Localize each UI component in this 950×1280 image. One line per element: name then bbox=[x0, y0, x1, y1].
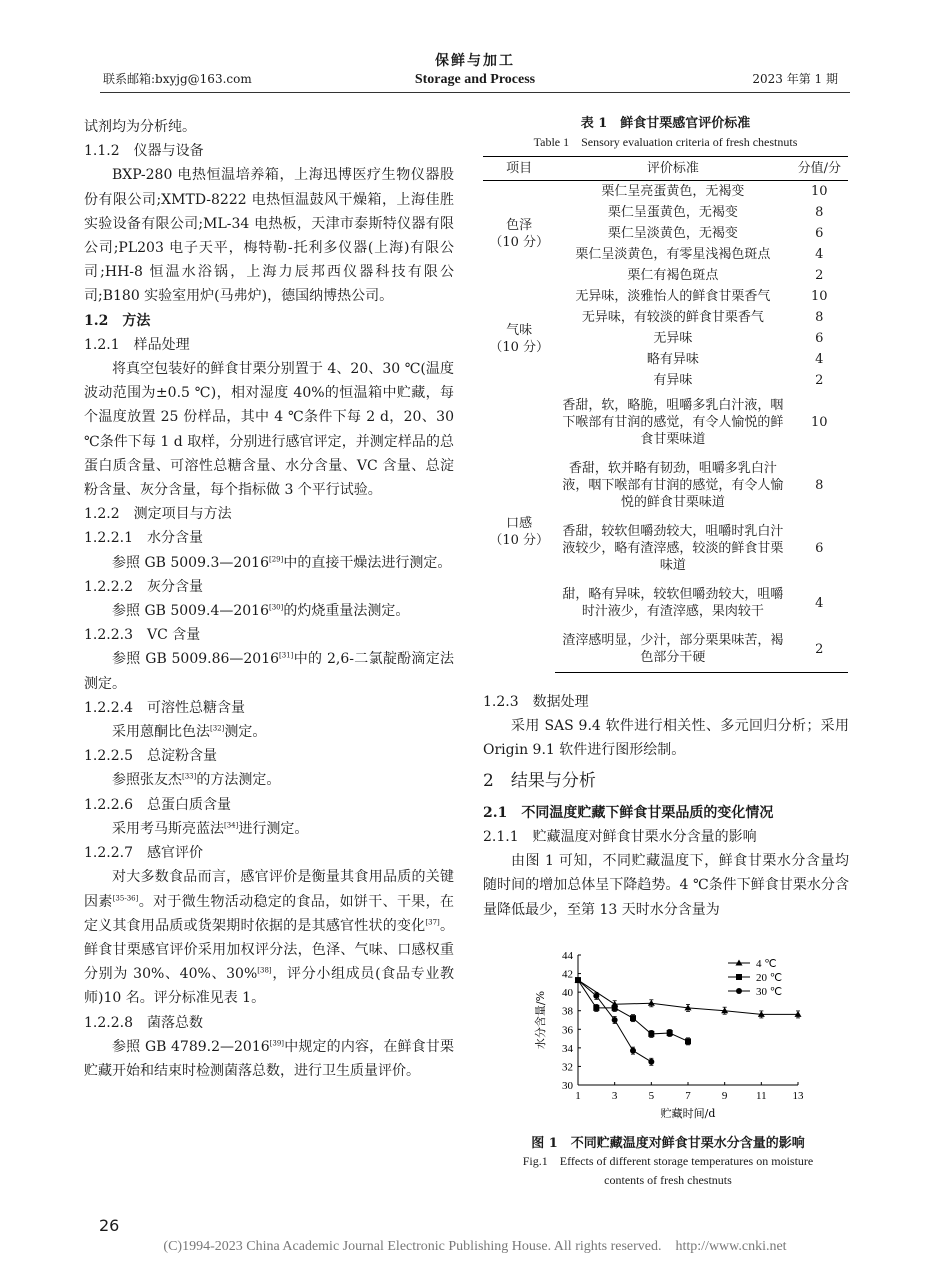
table-score-cell: 10 bbox=[810, 415, 828, 430]
table-score-cell: 8 bbox=[815, 310, 824, 325]
table-criteria-cell: 香甜，软，略脆，咀嚼多乳白汁液，咽下喉部有甘润的感觉，有令人愉悦的鲜食甘栗味道 bbox=[562, 398, 784, 447]
table-criteria-cell: 无异味，淡雅怡人的鲜食甘栗香气 bbox=[575, 289, 771, 304]
citation: [30] bbox=[269, 603, 284, 612]
journal-title-cn: 保鲜与加工 bbox=[435, 53, 515, 69]
table-header: 评价标准 bbox=[555, 157, 790, 181]
table-score-cell: 8 bbox=[815, 205, 824, 220]
citation: [35-36] bbox=[112, 893, 139, 902]
legend-marker bbox=[736, 974, 742, 980]
section-heading: 1.2.2.5 总淀粉含量 bbox=[84, 748, 217, 765]
table-criteria-cell: 栗仁呈亮蛋黄色，无褐变 bbox=[601, 184, 745, 199]
header-issue: 2023 年第 1 期 bbox=[752, 72, 838, 86]
section-heading: 1.2.2.7 感官评价 bbox=[84, 845, 203, 862]
table-score-cell: 10 bbox=[810, 289, 828, 304]
y-tick-label: 36 bbox=[562, 1024, 573, 1037]
left-column bbox=[84, 115, 454, 1083]
table-criteria-cell: 有异味 bbox=[653, 373, 693, 388]
citation: [31] bbox=[279, 651, 294, 660]
table-row bbox=[483, 286, 848, 307]
legend-marker bbox=[736, 988, 742, 994]
table-row bbox=[483, 181, 848, 203]
table-criteria-cell: 渣滓感明显，少汁，部分栗果味苦，褐色部分干硬 bbox=[555, 626, 790, 673]
table-criteria-cell: 略有异味 bbox=[646, 352, 699, 367]
table-criteria-cell: 无异味 bbox=[653, 331, 693, 346]
table-score-cell: 2 bbox=[791, 626, 848, 673]
section-heading: 1.2.2.3 VC 含量 bbox=[84, 627, 201, 644]
y-tick-label: 34 bbox=[562, 1042, 573, 1055]
section-heading: 2 结果与分析 bbox=[483, 770, 596, 791]
paragraph: 采用 SAS 9.4 软件进行相关性、多元回归分析；采用 Origin 9.1 软件进行图形绘制。 bbox=[483, 718, 849, 759]
citation: [34] bbox=[224, 821, 239, 830]
journal-title-en: Storage and Process bbox=[414, 72, 536, 87]
citation: [39] bbox=[269, 1039, 285, 1048]
data-point bbox=[612, 1017, 618, 1023]
figure-caption-en: Fig.1 Effects of different storage temperatures on moisture contents of fresh chestnuts bbox=[522, 1154, 814, 1187]
x-tick-label: 13 bbox=[792, 1090, 804, 1102]
table-criteria-cell: 栗仁呈淡黄色，无褐变 bbox=[607, 226, 738, 241]
x-axis-label: 贮藏时间/d bbox=[660, 1107, 716, 1120]
table-score-cell: 6 bbox=[815, 331, 824, 346]
paragraph: 参照 GB 4789.2—2016[39]中规定的内容，在鲜食甘栗贮藏开始和结束时检测菌落总数，进行卫生质量评价。 bbox=[84, 1038, 454, 1079]
table-caption-cn: 表 1 鲜食甘栗感官评价标准 bbox=[580, 116, 751, 131]
data-point bbox=[593, 1005, 599, 1011]
table-row bbox=[483, 391, 848, 454]
data-point bbox=[648, 1059, 654, 1065]
section-heading: 1.2.2 测定项目与方法 bbox=[84, 506, 232, 523]
table-criteria-cell: 香甜，软并略有韧劲，咀嚼多乳白汁液，咽下喉部有甘润的感觉，有令人愉悦的鲜食甘栗味道 bbox=[562, 461, 784, 510]
table-category-cell: 色泽 （10 分） bbox=[489, 217, 549, 250]
table-caption-en: Table 1 Sensory evaluation criteria of fresh chestnuts bbox=[533, 135, 798, 149]
paragraph: BXP-280 电热恒温培养箱，上海迅博医疗生物仪器股份有限公司;XMTD-8222 电热恒温鼓风干燥箱，上海佳胜实验设备有限公司;ML-34 电热板，天津市泰斯特仪器有限公司;PL203 电子天平，梅特勒-托利多仪器(上海)有限公司;HH-8 恒温水浴锅，上海力辰邦西仪器科技有限公司;B180 实验室用炉(马弗炉)，德国纳博热公司。 bbox=[84, 167, 454, 305]
table-criteria-cell: 栗仁有褐色斑点 bbox=[627, 268, 719, 283]
data-point bbox=[575, 977, 581, 983]
paragraph: 采用考马斯亮蓝法[34]进行测定。 bbox=[112, 820, 309, 837]
paragraph: 由图 1 可知，不同贮藏温度下，鲜食甘栗水分含量均随时间的增加总体呈下降趋势。4 ℃条件下鲜食甘栗水分含量降低最少，至第 13 天时水分含量为 bbox=[483, 853, 849, 918]
header-rule bbox=[100, 92, 850, 93]
section-heading: 2.1 不同温度贮藏下鲜食甘栗品质的变化情况 bbox=[483, 804, 774, 821]
data-point bbox=[648, 1000, 655, 1006]
section-heading: 1.2.2.1 水分含量 bbox=[84, 530, 203, 547]
section-heading: 1.2.2.4 可溶性总糖含量 bbox=[84, 699, 245, 716]
table-score-cell: 2 bbox=[815, 268, 824, 283]
table-criteria-cell: 香甜，较软但嚼劲较大，咀嚼时乳白汁液较少，略有渣滓感，较淡的鲜食甘栗味道 bbox=[562, 524, 784, 573]
header-email: 联系邮箱:bxyjg@163.com bbox=[103, 72, 252, 86]
legend-label: 20 ℃ bbox=[756, 972, 783, 984]
table-criteria-cell: 甜，略有异味，较软但嚼劲较大，咀嚼时汁液少，有渣滓感，果肉较干 bbox=[562, 587, 784, 619]
y-axis-label: 水分含量/% bbox=[534, 990, 547, 1050]
moisture-chart bbox=[530, 945, 830, 1125]
x-tick-label: 9 bbox=[721, 1090, 728, 1102]
table-score-cell: 4 bbox=[815, 247, 824, 262]
table-criteria-cell: 无异味，有较淡的鲜食甘栗香气 bbox=[581, 310, 764, 325]
table-score-cell: 4 bbox=[815, 352, 824, 367]
table-criteria-cell: 栗仁呈淡黄色，有零星浅褐色斑点 bbox=[575, 247, 771, 262]
data-point bbox=[685, 1038, 691, 1044]
y-tick-label: 32 bbox=[562, 1061, 573, 1074]
table-score-cell: 8 bbox=[815, 478, 824, 493]
table-header-row bbox=[483, 157, 848, 181]
y-tick-label: 40 bbox=[562, 987, 573, 1000]
figure-caption-cn: 图 1 不同贮藏温度对鲜食甘栗水分含量的影响 bbox=[531, 1136, 805, 1151]
x-tick-label: 5 bbox=[648, 1090, 655, 1102]
paragraph: 参照张友杰[33]的方法测定。 bbox=[112, 772, 281, 789]
data-point bbox=[648, 1031, 654, 1037]
legend-label: 30 ℃ bbox=[756, 986, 783, 998]
data-point bbox=[630, 1048, 636, 1054]
section-heading: 1.2 方法 bbox=[84, 312, 151, 329]
table-category-cell: 气味 （10 分） bbox=[489, 322, 549, 355]
y-tick-label: 38 bbox=[562, 1005, 573, 1018]
section-heading: 2.1.1 贮藏温度对鲜食甘栗水分含量的影响 bbox=[483, 829, 757, 846]
data-point bbox=[630, 1015, 636, 1021]
citation: [33] bbox=[182, 772, 197, 781]
section-heading: 1.2.1 样品处理 bbox=[84, 336, 190, 353]
legend-label: 4 ℃ bbox=[756, 958, 777, 970]
y-tick-label: 44 bbox=[562, 950, 573, 962]
table-header: 项目 bbox=[483, 157, 555, 181]
page-number: 26 bbox=[99, 1216, 120, 1235]
table-header: 分值/分 bbox=[791, 157, 848, 181]
x-tick-label: 11 bbox=[756, 1090, 767, 1102]
section-heading: 1.2.2.8 菌落总数 bbox=[84, 1014, 203, 1031]
data-point bbox=[667, 1030, 673, 1036]
x-tick-label: 7 bbox=[685, 1090, 691, 1102]
paragraph: 采用蒽酮比色法[32]测定。 bbox=[112, 724, 267, 741]
data-point bbox=[612, 1005, 618, 1011]
table-score-cell: 2 bbox=[815, 373, 824, 388]
data-point bbox=[593, 993, 599, 999]
x-tick-label: 1 bbox=[575, 1090, 581, 1102]
x-tick-label: 3 bbox=[611, 1090, 618, 1102]
section-heading: 1.2.2.2 灰分含量 bbox=[84, 578, 203, 595]
citation: [32] bbox=[210, 724, 225, 733]
table-score-cell: 10 bbox=[810, 184, 828, 199]
citation: [38] bbox=[257, 966, 272, 975]
paragraph: 对大多数食品而言，感官评价是衡量其食用品质的关键因素[35-36]。对于微生物活动稳定的食品，如饼干、干果，在定义其食用品质或货架期时依据的是其感官性状的变化[37]。鲜食甘栗感官评价采用加权评分法，色泽、气味、口感权重分别为 30%、40%、30%[38]，评分小组成员(食品专业教师)10 名。评分标准见表 1。 bbox=[84, 869, 455, 1007]
table-score-cell: 6 bbox=[815, 541, 824, 556]
paragraph: 参照 GB 5009.3—2016[29]中的直接干燥法进行测定。 bbox=[112, 554, 452, 571]
copyright: (C)1994-2023 China Academic Journal Electronic Publishing House. All rights reserved. http://www.cnki.net bbox=[163, 1239, 787, 1254]
y-tick-label: 42 bbox=[562, 968, 573, 981]
citation: [29] bbox=[269, 555, 284, 563]
table-category-cell: 口感 （10 分） bbox=[489, 515, 549, 548]
section-heading: 1.1.2 仪器与设备 bbox=[84, 143, 204, 160]
y-tick-label: 30 bbox=[562, 1080, 573, 1092]
section-heading: 1.2.3 数据处理 bbox=[483, 694, 589, 710]
citation: [37] bbox=[425, 918, 440, 927]
sensory-table bbox=[483, 156, 848, 673]
paragraph: 参照 GB 5009.4—2016[30]的灼烧重量法测定。 bbox=[112, 603, 410, 620]
paragraph: 试剂均为分析纯。 bbox=[84, 119, 196, 135]
table-score-cell: 4 bbox=[815, 595, 824, 611]
paragraph: 将真空包装好的鲜食甘栗分别置于 4、20、30 ℃(温度波动范围为±0.5 ℃)，相对湿度 40%的恒温箱中贮藏，每个温度放置 25 份样品，其中 4 ℃条件下每 2 d，20、30 ℃条件下每 1 d 取样，分别进行感官评定，并测定样品的总蛋白质含量、可溶性总糖含量、水分含量、VC 含量、总淀粉含量、灰分含量，每个指标做 3 个平行试验。 bbox=[84, 361, 454, 499]
paragraph: 参照 GB 5009.86—2016[31]中的 2,6-二氯靛酚滴定法测定。 bbox=[84, 651, 454, 692]
section-heading: 1.2.2.6 总蛋白质含量 bbox=[84, 796, 231, 813]
table-criteria-cell: 栗仁呈蛋黄色，无褐变 bbox=[607, 205, 738, 220]
right-column bbox=[483, 690, 849, 922]
table-score-cell: 6 bbox=[815, 226, 824, 241]
